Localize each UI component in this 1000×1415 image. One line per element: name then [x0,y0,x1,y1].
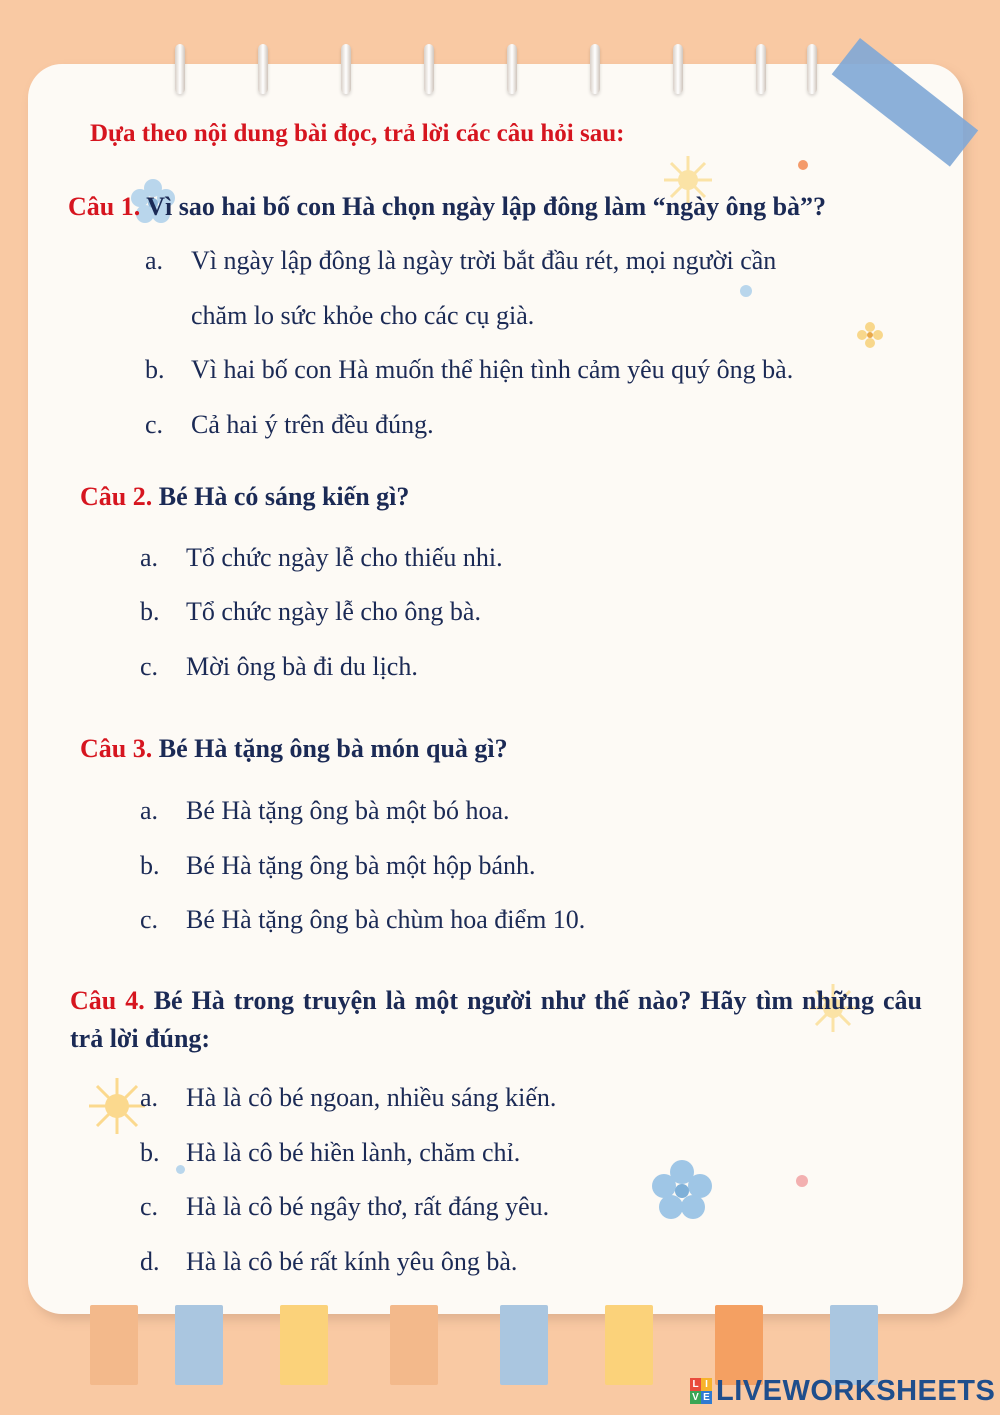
option-2b[interactable] [140,585,481,639]
instruction-heading: Dựa theo nội dung bài đọc, trả lời các câu hỏi sau: [90,120,625,147]
option-letter: a. [140,796,159,825]
option-letter: c. [145,410,164,439]
option-4a[interactable] [140,1071,556,1125]
logo-mark-letter: L [690,1378,701,1391]
option-text: Bé Hà tặng ông bà một hộp bánh. [186,851,536,880]
logo-mark-letter: E [701,1391,712,1404]
option-text: Tổ chức ngày lễ cho thiếu nhi. [186,543,503,572]
option-text: chăm lo sức khỏe cho các cụ già. [191,301,535,330]
question-4 [70,982,922,1058]
option-4b[interactable] [140,1126,520,1180]
binder-ring [258,44,268,94]
option-text: Vì hai bố con Hà muốn thể hiện tình cảm yêu quý ông bà. [191,355,794,384]
logo-mark-letter: V [690,1391,701,1404]
option-text: Cả hai ý trên đều đúng. [191,410,434,439]
option-2c[interactable] [140,640,418,694]
option-letter: c. [140,652,159,681]
question-3 [80,730,940,768]
question-1 [68,188,968,226]
liveworksheets-logo [690,1373,995,1409]
question-text: Bé Hà trong truyện là một người như thế nào? Hãy tìm những câu trả lời đúng: [70,986,922,1053]
option-text: Hà là cô bé rất kính yêu ông bà. [186,1247,518,1276]
option-letter: b. [145,355,165,384]
binder-ring [756,44,766,94]
option-3c[interactable] [140,893,585,947]
option-letter: b. [140,597,160,626]
question-number: Câu 1. [68,192,141,221]
decor-dot [796,1175,808,1187]
binder-ring [424,44,434,94]
option-letter: a. [140,1083,159,1112]
option-letter: b. [140,1138,160,1167]
logo-mark-letter: I [701,1378,712,1391]
option-4c[interactable] [140,1180,549,1234]
option-1b[interactable] [145,343,793,397]
question-text: Vì sao hai bố con Hà chọn ngày lập đông làm “ngày ông bà”? [140,192,827,221]
question-number: Câu 4. [70,986,145,1015]
option-text: Hà là cô bé ngoan, nhiều sáng kiến. [186,1083,557,1112]
option-text: Mời ông bà đi du lịch. [186,652,418,681]
option-1a[interactable] [145,234,776,288]
binder-ring [673,44,683,94]
option-3a[interactable] [140,784,510,838]
option-letter: c. [140,1192,159,1221]
binder-ring [507,44,517,94]
option-text: Vì ngày lập đông là ngày trời bắt đầu rét, mọi người cần [191,246,777,275]
page-tab [280,1305,328,1385]
option-letter: a. [140,543,159,572]
option-text: Bé Hà tặng ông bà một bó hoa. [186,796,510,825]
option-4d[interactable] [140,1235,517,1289]
question-number: Câu 2. [80,482,153,511]
binder-ring [590,44,600,94]
option-letter: d. [140,1247,160,1276]
option-letter: b. [140,851,160,880]
logo-text: LIVEWORKSHEETS [716,1374,996,1407]
option-2a[interactable] [140,531,503,585]
decor-dot [798,160,808,170]
binder-ring [341,44,351,94]
option-text: Hà là cô bé hiền lành, chăm chỉ. [186,1138,521,1167]
question-text: Bé Hà tặng ông bà món quà gì? [152,734,508,763]
option-3b[interactable] [140,839,536,893]
option-text: Hà là cô bé ngây thơ, rất đáng yêu. [186,1192,550,1221]
question-number: Câu 3. [80,734,153,763]
binder-ring [807,44,817,94]
option-text: Bé Hà tặng ông bà chùm hoa điểm 10. [186,905,586,934]
flower-icon [855,320,885,350]
option-1a-continued [145,289,534,343]
page-tab [390,1305,438,1385]
page-tab [500,1305,548,1385]
option-text: Tổ chức ngày lễ cho ông bà. [186,597,481,626]
binder-ring [175,44,185,94]
question-text: Bé Hà có sáng kiến gì? [152,482,410,511]
option-1c[interactable] [145,398,434,452]
page-tab [90,1305,138,1385]
page-tab [175,1305,223,1385]
option-letter: c. [140,905,159,934]
option-letter: a. [145,246,164,275]
flower-icon [650,1158,714,1222]
question-2 [80,478,940,516]
page-tab [605,1305,653,1385]
logo-mark-icon [690,1378,712,1404]
